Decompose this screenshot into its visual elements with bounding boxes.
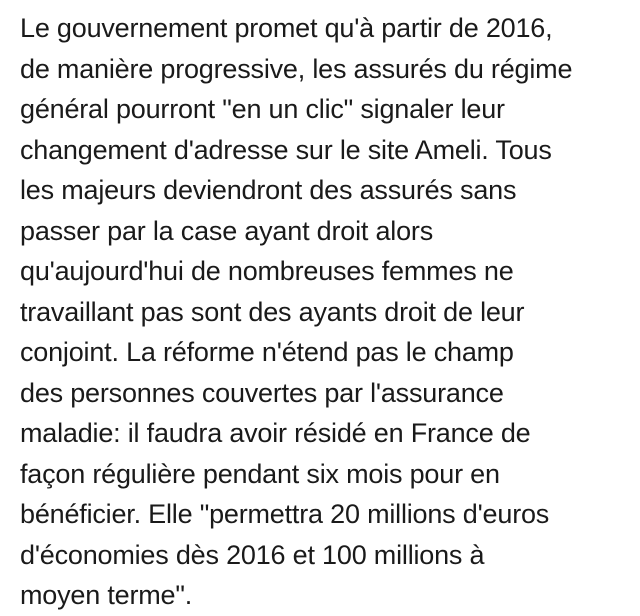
paragraph-line-14: d'économies dès 2016 et 100 millions à — [20, 539, 485, 570]
paragraph-line-10: des personnes couvertes par l'assurance — [20, 377, 504, 408]
paragraph-line-5: les majeurs deviendront des assurés sans — [20, 175, 517, 205]
paragraph-line-1: Le gouvernement promet qu'à partir de 2016, — [20, 13, 553, 43]
paragraph-line-7: qu'aujourd'hui de nombreuses femmes ne — [20, 256, 514, 286]
article-paragraph — [20, 8, 628, 616]
paragraph-line-11: maladie: il faudra avoir résidé en France de — [20, 418, 531, 448]
paragraph-line-15: moyen terme". — [20, 580, 193, 610]
paragraph-line-6: passer par la case ayant droit alors — [20, 215, 434, 246]
paragraph-line-13: bénéficier. Elle "permettra 20 millions d'euros — [20, 499, 550, 529]
paragraph-line-9: conjoint. La réforme n'étend pas le champ — [20, 337, 514, 367]
paragraph-line-3: général pourront "en un clic" signaler leur — [20, 94, 505, 124]
paragraph-line-12: façon régulière pendant six mois pour en — [20, 458, 500, 489]
paragraph-line-2: de manière progressive, les assurés du régime — [20, 53, 573, 84]
paragraph-line-4: changement d'adresse sur le site Ameli. Tous — [20, 134, 552, 165]
paragraph-line-8: travaillant pas sont des ayants droit de leur — [20, 296, 525, 327]
